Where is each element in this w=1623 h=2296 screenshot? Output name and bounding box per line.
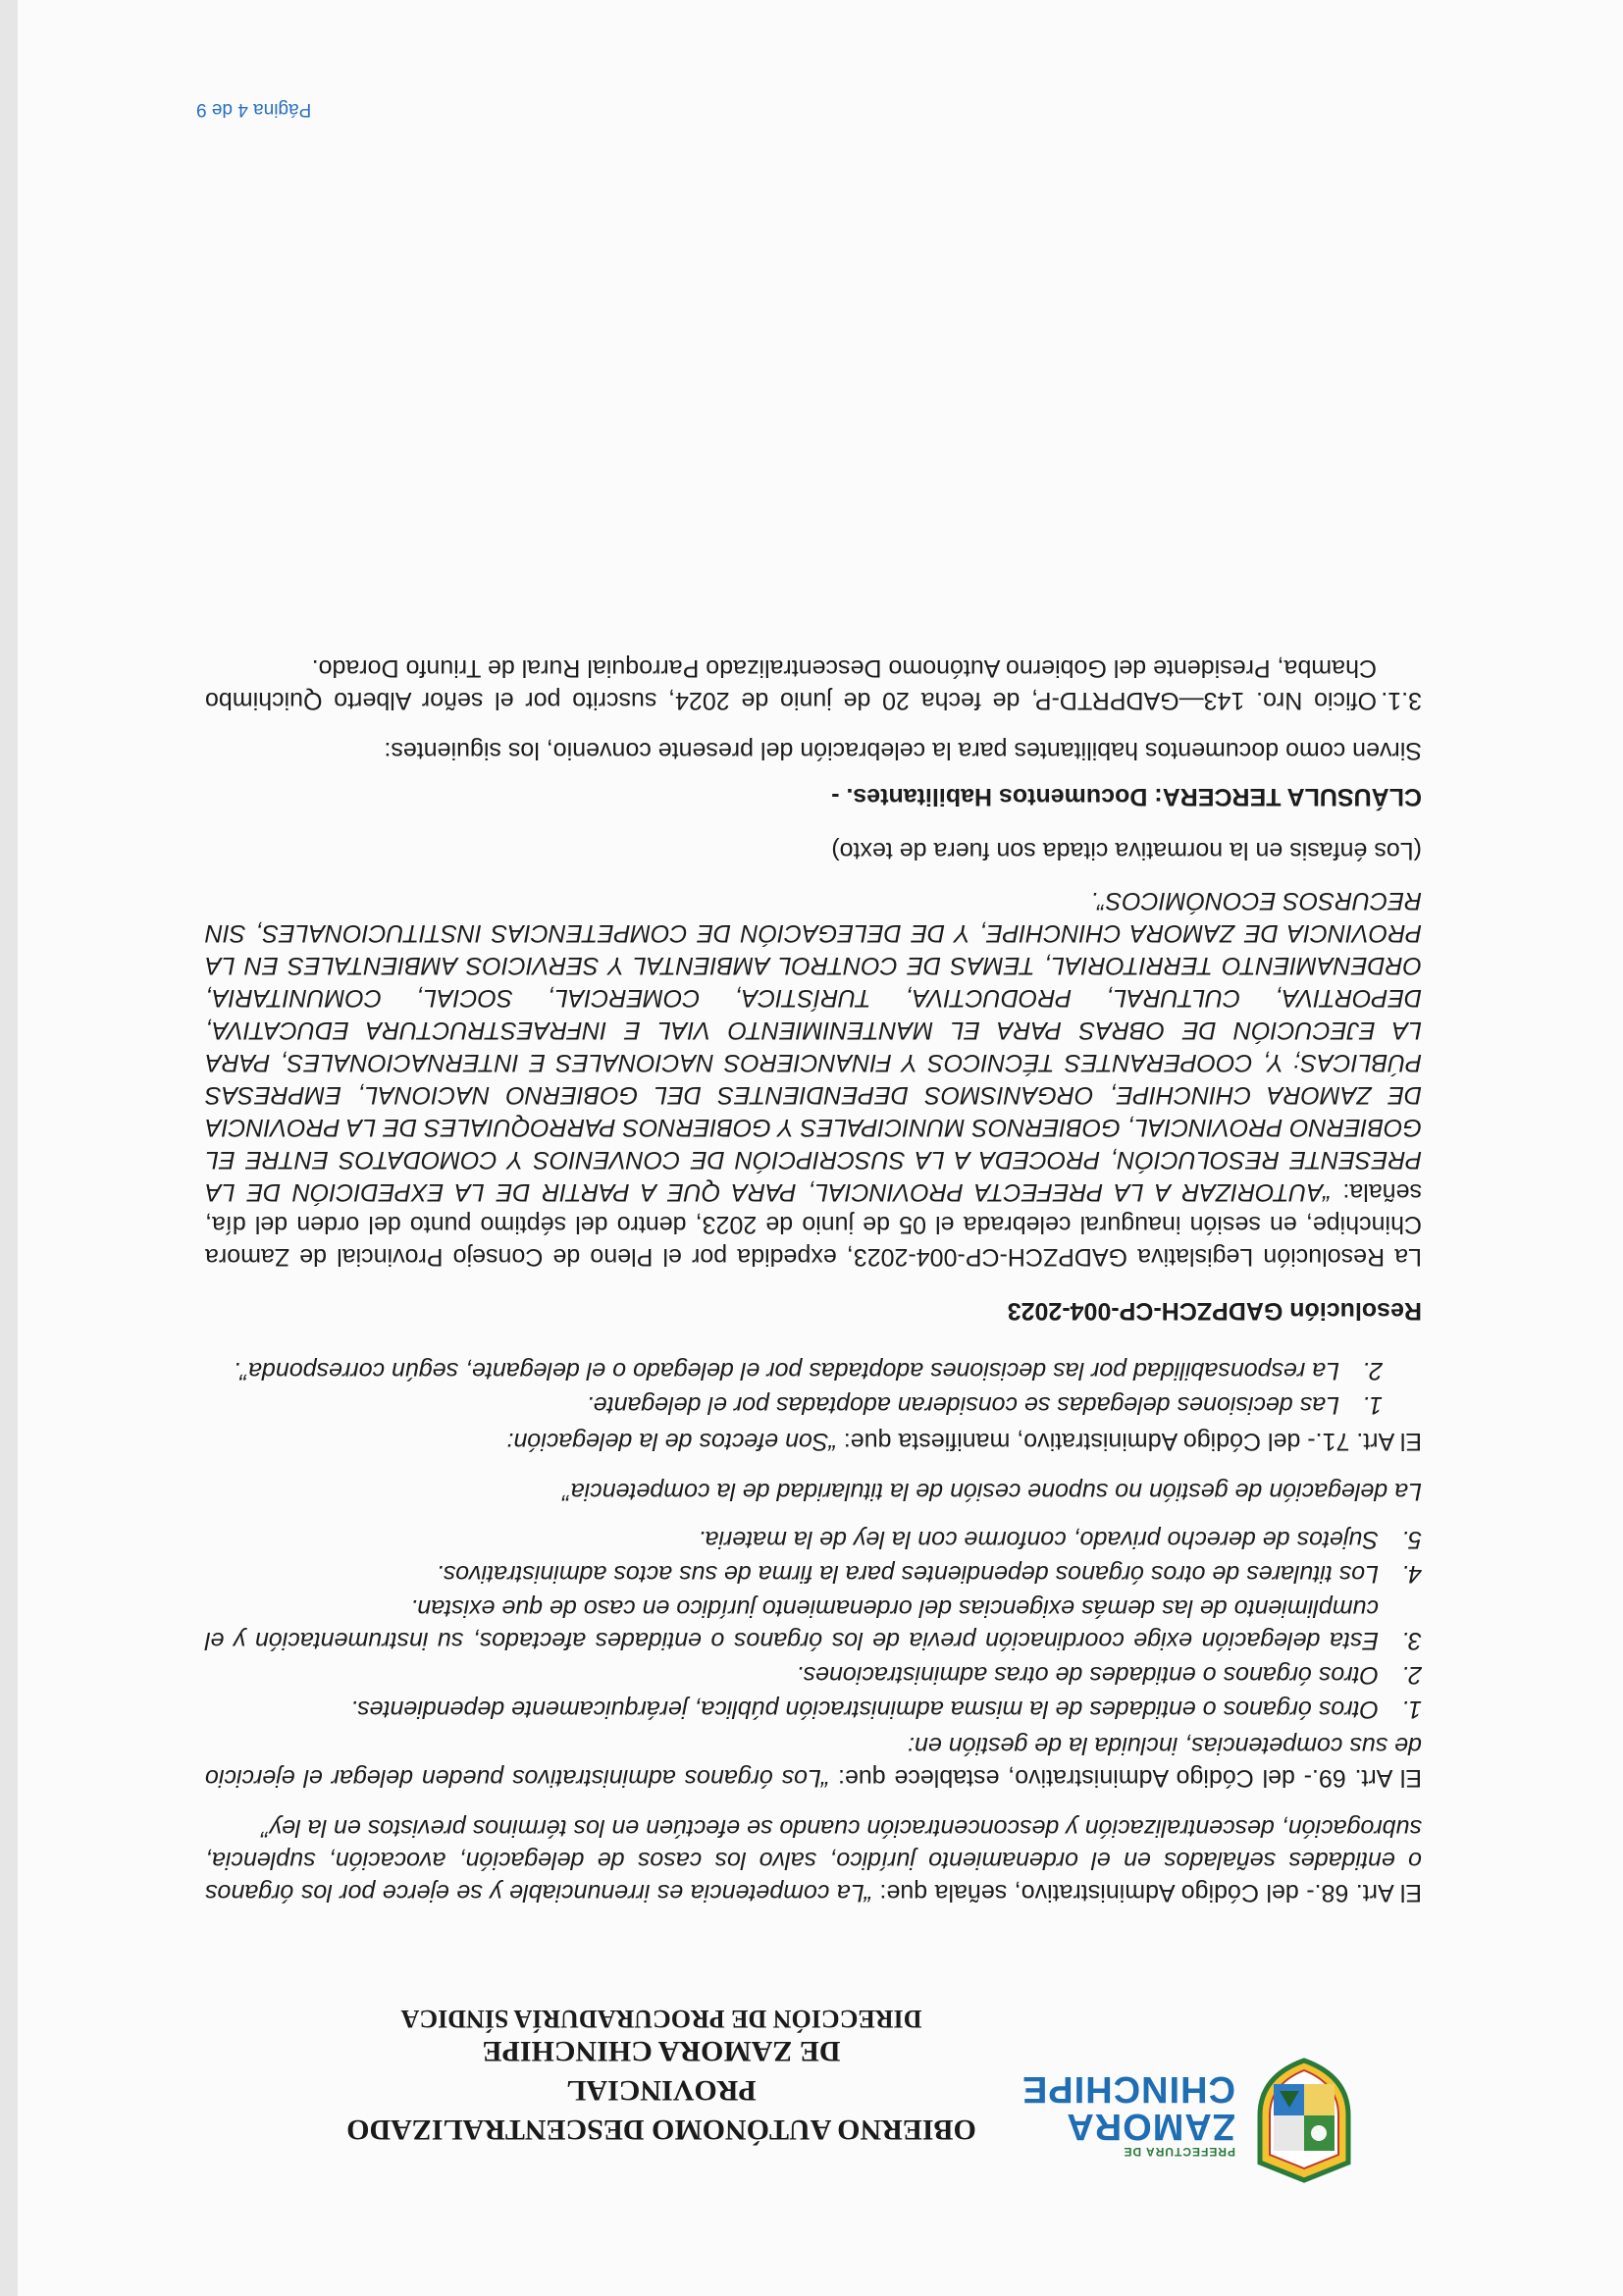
list-item: 1. Otros órganos o entidades de la misma administración pública, jerárquicamente dependientes. — [350, 1696, 1422, 1723]
art71-lead: El Art. 71.- del Código Administrativo, manifiesta que: — [836, 1428, 1422, 1455]
art69-paragraph — [205, 1729, 1422, 1794]
list-item: 1. Las decisiones delegadas se consideran adoptadas por el delegante. — [586, 1391, 1383, 1419]
resolution-heading: Resolución GADPZCH-CP-004-2023 — [1007, 1297, 1422, 1325]
resolution-intro: La Resolución Legislativa GADPZCH-CP-004-2023, expedida por el Pleno de Consejo Provincial de Zamora Chinchipe, en sesión inaugural celebrada el 05 de junio de 2023, dentro del séptimo punto del orden del día, señala: — [205, 1178, 1422, 1271]
list-item: 3. Esta delegación exige coordinación previa de los órganos o entidades afectados, su instrumentación y el cumplimiento de las demás exigencias del ordenamiento jurídico en caso de que existan. — [205, 1594, 1422, 1654]
doc-text: Oficio Nro. 143—GADPRTD-P, de fecha 20 de junio de 2024, suscrito por el señor Alberto Quichimbo Chamba, Presidente del Gobierno Autónomo Descentralizado Parroquial Rural de Triunfo Dorado. — [205, 654, 1377, 714]
doc-number: 3.1. — [1381, 687, 1422, 714]
page-number: Página 4 de 9 — [196, 99, 312, 120]
resolution-paragraph — [205, 884, 1422, 1273]
institution-line1: OBIERNO AUTÓNOMO DESCENTRALIZADO PROVINCIAL — [346, 2074, 976, 2146]
resolution-quote: “AUTORIZAR A LA PREFECTA PROVINCIAL, PARA QUE A PARTIR DE LA EXPEDICIÓN DE LA PRESENTE RESOLUCIÓN, PROCEDA A LA SUSCRIPCIÓN DE CONVENIOS Y COMODATOS ENTRE EL GOBIERNO PROVINCIAL, GOBIERNOS MUNICIPALES Y GOBIERNOS PARROQUIALES DE LA PROVINCIA DE ZAMORA CHINCHIPE, ORGANISMOS DEPENDIENTES DEL GOBIERNO NACIONAL, EMPRESAS PÚBLICAS; Y, COOPERANTES TÉCNICOS Y FINANCIEROS NACIONALES E INTERNACIONALES, PARA LA EJECUCIÓN DE OBRAS PARA EL MANTENIMIENTO VIAL E INFRAESTRUCTURA EDUCATIVA, DEPORTIVA, CULTURAL, PRODUCTIVA, TURÍSTICA, COMERCIAL, SOCIAL, COMUNITARIA, ORDENAMIENTO TERRITORIAL, TEMAS DE CONTROL AMBIENTAL Y SERVICIOS AMBIENTALES EN LA PROVINCIA DE ZAMORA CHINCHIPE, Y DE DELEGACIÓN DE COMPETENCIAS INSTITUCIONALES, SIN RECURSOS ECONÓMICOS”. — [205, 887, 1422, 1206]
art69-quote: “Los órganos administrativos pueden delegar el ejercicio de sus competencias, incluida la de gestión en: — [205, 1732, 1422, 1792]
clause-three-heading: CLÁUSULA TERCERA: Documentos Habilitantes. - — [831, 783, 1422, 810]
department-title: DIRECCIÓN DE PROCURADURÍA SÍNDICA — [400, 2005, 922, 2033]
art68-quote: “La competencia es irrenunciable y se ejerce por los órganos o entidades señalados en el ordenamiento jurídico, salvo los casos de delegación, avocación, suplencia, subrogación, descentralización y desconcentración cuando se efectúen en los términos previstos en la ley” — [205, 1814, 1422, 1906]
brand-line2: CHINCHIPE — [1021, 2068, 1235, 2110]
art69-list — [205, 1523, 1422, 1725]
art71-list — [205, 1354, 1422, 1421]
clause-three-intro: Sirven como documentos habilitantes para la celebración del presente convenio, los siguientes: — [384, 737, 1422, 764]
document-body — [205, 652, 1422, 1908]
art71-paragraph — [205, 1425, 1422, 1457]
brand-line1: ZAMORA — [1066, 2106, 1235, 2147]
prefecture-crest-icon — [1250, 2057, 1358, 2184]
art68-paragraph — [205, 1811, 1422, 1908]
art69-closing: La delegación de gestión no supone cesión de la titularidad de la competencia” — [562, 1478, 1422, 1505]
list-item: 4. Los titulares de otros órganos dependientes para la firma de sus actos administrativos. — [436, 1560, 1422, 1588]
art69-lead: El Art. 69.- del Código Administrativo, establece que: — [829, 1764, 1422, 1792]
brand-top: PREFECTURA DE — [1123, 2145, 1235, 2159]
list-item: 5. Sujetos de derecho privado, conforme con la ley de la materia. — [698, 1526, 1422, 1553]
institution-line2: DE ZAMORA CHINCHIPE — [482, 2035, 841, 2067]
emphasis-note: (Los énfasis en la normativa citada son fuera de texto) — [831, 837, 1422, 864]
list-item: 2. Otros órganos o entidades de otras administraciones. — [796, 1661, 1422, 1689]
letterhead — [0, 1953, 1623, 2208]
institution-title — [269, 2031, 1054, 2149]
list-item: 2. La responsabilidad por las decisiones adoptadas por el delegado o el delegante, según corresponda”. — [233, 1357, 1383, 1384]
brand-wordmark — [1021, 2068, 1235, 2159]
art71-quote: “Son efectos de la delegación: — [506, 1428, 837, 1455]
habilitating-document-item — [205, 652, 1422, 716]
art68-lead: El Art. 68.- del Código Administrativo, señala que: — [872, 1879, 1422, 1906]
